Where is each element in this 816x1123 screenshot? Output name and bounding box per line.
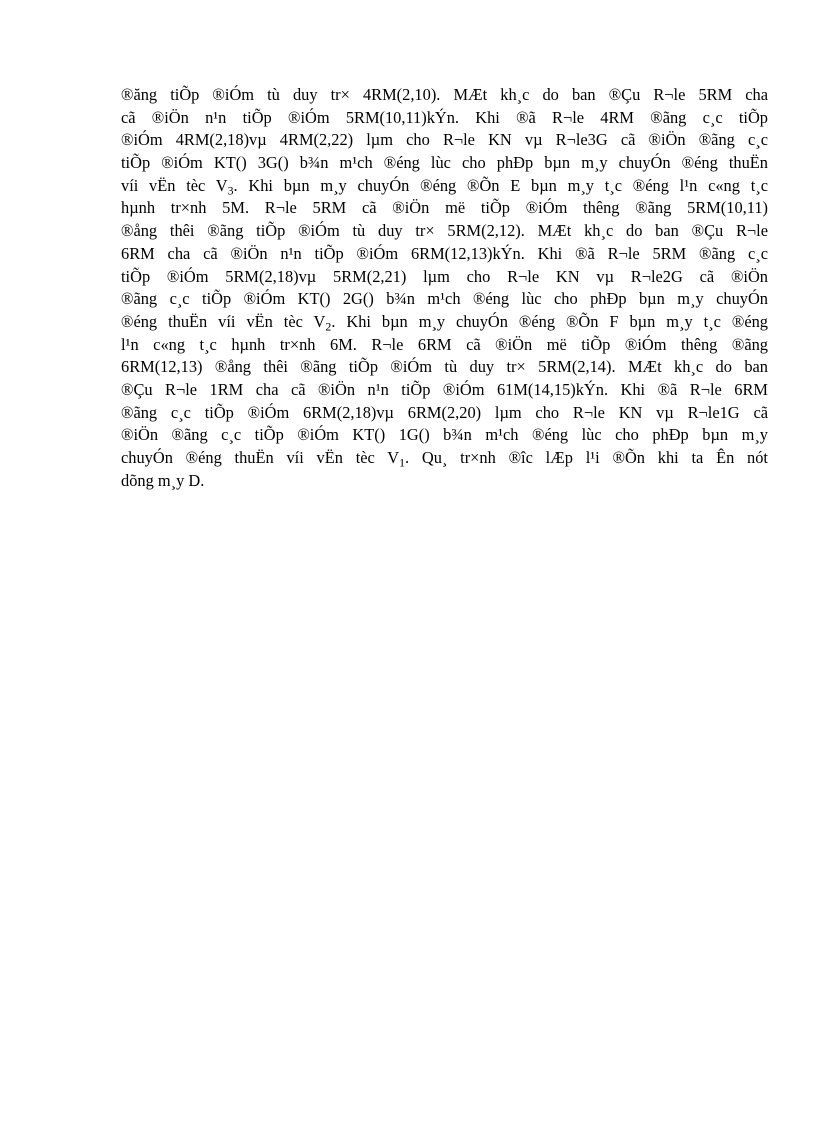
body-paragraph (121, 84, 768, 492)
text-line: ®ãng c¸c tiÕp ®iÓm 6RM(2,18)vµ 6RM(2,20) lµm cho R¬le KN vµ R¬le1G cã (121, 402, 768, 422)
text-line: ®ăng tiÕp ®iÓm tù duy tr× 4RM(2,10). MÆt kh¸c do ban ®Çu R¬le 5RM cha (121, 85, 768, 104)
text-line (121, 311, 768, 334)
text-line: ®iÓm 4RM(2,18)vµ 4RM(2,22) lµm cho R¬le KN vµ R¬le3G cã ®iÖn ®ãng c¸c (121, 130, 768, 150)
text-line: ®Çu R¬le 1RM cha cã ®iÖn n¹n tiÕp ®iÓm 61M(14,15)kÝn. Khi ®ã R¬le 6RM (121, 379, 768, 399)
text-segment: ®éng thuËn víi vËn tèc V (121, 311, 326, 331)
text-line (121, 175, 768, 198)
subscript: 3 (227, 183, 234, 198)
text-line: ®ång thêi ®ãng tiÕp ®iÓm tù duy tr× 5RM(2,12). MÆt kh¸c do ban ®Çu R¬le (121, 221, 768, 241)
text-line: cã ®iÖn n¹n tiÕp ®iÓm 5RM(10,11)kÝn. Khi ®ã R¬le 4RM ®ãng c¸c tiÕp (121, 107, 768, 127)
subscript: 2 (325, 319, 332, 334)
text-line: hµnh tr×nh 5M. R¬le 5RM cã ®iÖn më tiÕp ®iÓm thêng ®ãng 5RM(10,11) (121, 198, 768, 218)
text-segment: chuyÓn ®éng thuËn víi vËn tèc V (121, 448, 400, 467)
text-line (121, 447, 768, 470)
text-line: ®iÖn ®ãng c¸c tiÕp ®iÓm KT() 1G() b¾n m¹ch ®éng lùc cho phÐp bµn m¸y (121, 425, 768, 445)
text-line: tiÕp ®iÓm 5RM(2,18)vµ 5RM(2,21) lµm cho R¬le KN vµ R¬le2G cã ®iÖn (121, 266, 768, 286)
text-segment: . Khi bµn m¸y chuyÓn ®éng ®Õn F bµn m¸y t¸c ®éng (331, 311, 768, 331)
text-segment: . Khi bµn m¸y chuyÓn ®éng ®Õn E bµn m¸y t¸c ®éng l¹n c«ng t¸c (233, 175, 768, 195)
text-line: tiÕp ®iÓm KT() 3G() b¾n m¹ch ®éng lùc cho phÐp bµn m¸y chuyÓn ®éng thuËn (121, 153, 768, 173)
text-line: dõng m¸y D. (121, 470, 205, 490)
text-line: l¹n c«ng t¸c hµnh tr×nh 6M. R¬le 6RM cã ®iÖn më tiÕp ®iÓm thêng ®ãng (121, 334, 768, 354)
text-line: 6RM cha cã ®iÖn n¹n tiÕp ®iÓm 6RM(12,13)kÝn. Khi ®ã R¬le 5RM ®ãng c¸c (121, 243, 768, 263)
text-segment: . Qu¸ tr×nh ®îc lÆp l¹i ®Õn khi ta Ên nót (405, 448, 768, 467)
text-line: 6RM(12,13) ®ång thêi ®ãng tiÕp ®iÓm tù duy tr× 5RM(2,14). MÆt kh¸c do ban (121, 357, 768, 377)
text-segment: víi vËn tèc V (121, 175, 228, 195)
text-line: ®ãng c¸c tiÕp ®iÓm KT() 2G() b¾n m¹ch ®éng lùc cho phÐp bµn m¸y chuyÓn (121, 289, 768, 309)
subscript: 1 (399, 455, 406, 470)
